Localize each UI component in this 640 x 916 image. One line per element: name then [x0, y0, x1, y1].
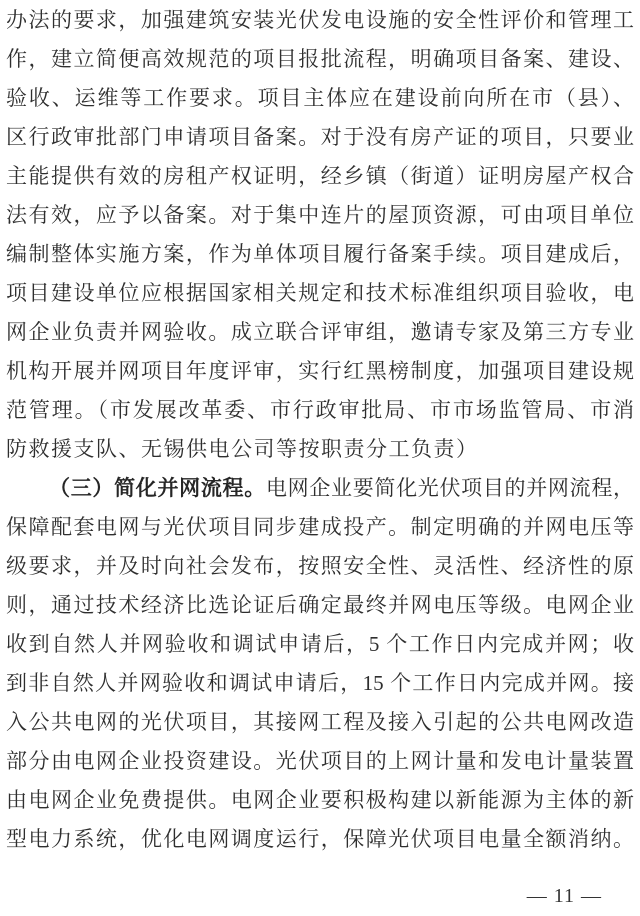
text-line: 保障配套电网与光伏项目同步建成投产。制定明确的并网电压等	[6, 515, 634, 539]
text-line: 法有效，应予以备案。对于集中连片的屋顶资源，可由项目单位	[6, 203, 634, 227]
text-line: 网企业负责并网验收。成立联合评审组，邀请专家及第三方专业	[6, 320, 634, 344]
text-line: 级要求，并及时向社会发布，按照安全性、灵活性、经济性的原	[6, 554, 634, 578]
section-heading: （三）简化并网流程。	[49, 476, 266, 500]
text-line: 型电力系统，优化电网调度运行，保障光伏项目电量全额消纳。	[6, 827, 634, 851]
text-line: 机构开展并网项目年度评审，实行红黑榜制度，加强项目建设规	[6, 359, 634, 383]
text-line: 办法的要求，加强建筑安装光伏发电设施的安全性评价和管理工	[6, 8, 634, 32]
document-text-block	[6, 1, 634, 859]
text-line: 验收、运维等工作要求。项目主体应在建设前向所在市（县）、	[6, 86, 634, 110]
text-line: 收到自然人并网验收和调试申请后，5 个工作日内完成并网；收	[6, 632, 634, 656]
section-heading-continuation: 电网企业要简化光伏项目的并网流程，	[265, 476, 634, 500]
text-line: 范管理。（市发展改革委、市行政审批局、市市场监管局、市消	[6, 398, 634, 422]
text-line: 到非自然人并网验收和调试申请后，15 个工作日内完成并网。接	[6, 671, 634, 695]
text-line: 则，通过技术经济比选论证后确定最终并网电压等级。电网企业	[6, 593, 634, 617]
text-line: 作，建立简便高效规范的项目报批流程，明确项目备案、建设、	[6, 47, 634, 71]
text-line: 部分由电网企业投资建设。光伏项目的上网计量和发电计量装置	[6, 749, 634, 773]
page-number: — 11 —	[526, 885, 602, 907]
text-line: 由电网企业免费提供。电网企业要积极构建以新能源为主体的新	[6, 788, 634, 812]
text-line: 区行政审批部门申请项目备案。对于没有房产证的项目，只要业	[6, 125, 634, 149]
text-line: 编制整体实施方案，作为单体项目履行备案手续。项目建成后，	[6, 242, 634, 266]
text-line-paragraph-end: 防救援支队、无锡供电公司等按职责分工负责）	[6, 437, 479, 461]
text-line: 项目建设单位应根据国家相关规定和技术标准组织项目验收，电	[6, 281, 634, 305]
section-heading-line	[6, 469, 634, 508]
text-line: 入公共电网的光伏项目，其接网工程及接入引起的公共电网改造	[6, 710, 634, 734]
text-line: 主能提供有效的房租产权证明，经乡镇（街道）证明房屋产权合	[6, 164, 634, 188]
